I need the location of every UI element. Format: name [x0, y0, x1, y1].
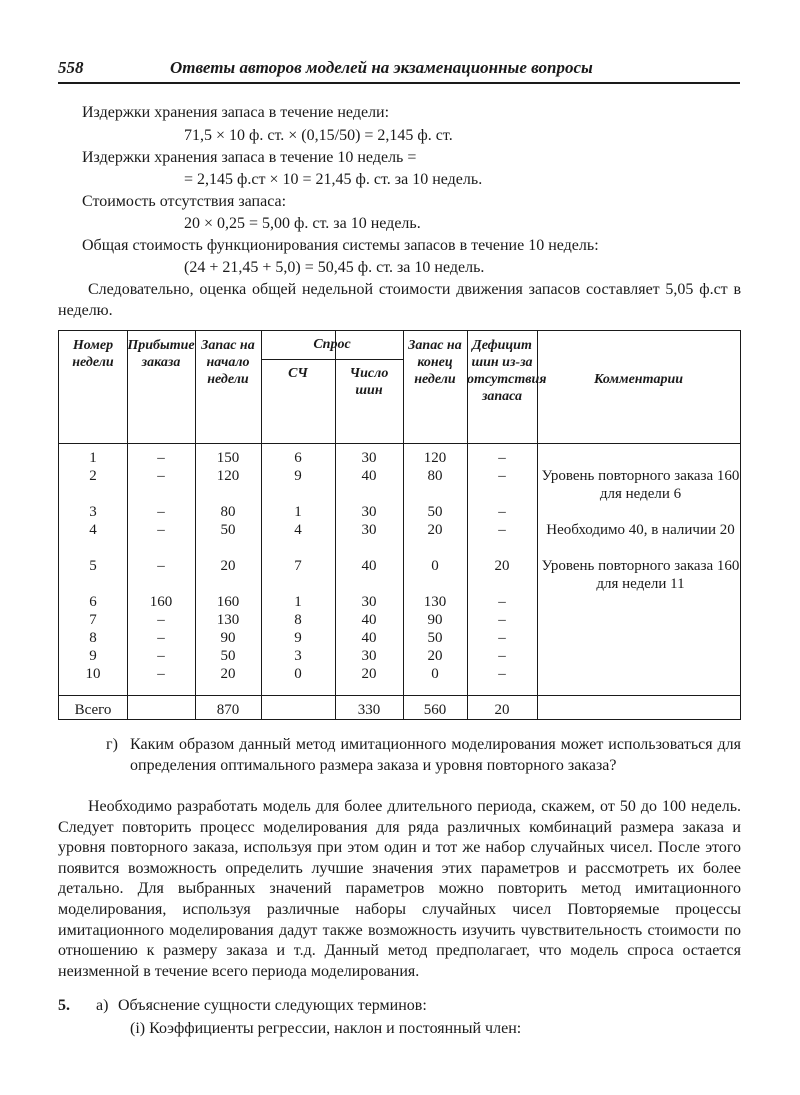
cell-rn: 4: [294, 522, 302, 538]
conclusion-paragraph: Следовательно, оценка общей недельной стоимости движения запасов составляет 5,05 ф.ст в неделю.: [58, 281, 741, 319]
cell-arrival: –: [157, 504, 165, 520]
cell-tires: 40: [361, 468, 377, 484]
cell-arrival: –: [157, 522, 165, 538]
cell-rn: 1: [294, 504, 302, 520]
cell-deficit: –: [498, 594, 506, 610]
cell-rn: 0: [294, 666, 302, 682]
cell-week: 3: [89, 504, 97, 520]
cell-deficit: 20: [494, 558, 510, 574]
comment-week-2: Уровень повторного заказа 160 для недели 6: [541, 468, 740, 502]
cell-arrival: –: [157, 612, 165, 628]
cell-arrival: 160: [149, 594, 173, 610]
cell-week: 2: [89, 468, 97, 484]
cell-tires: 30: [361, 648, 377, 664]
answer-paragraph: Необходимо разработать модель для более длительного периода, скажем, от 50 до 100 недель. Следует повторить процесс моделирования для ряда различных комбинаций размера заказа и уровня повторного заказа, используя при этом один и тот же набор случайных чисел. После этого появится возможность определить лучшие значения этих параметров и рассмотреть их более детально. Для выбранных значений параметров можно повторить метод имитационного моделирования, используя различные наборы случайных чисел Повторяемые процессы имитационного моделирования дадут также возможность изучить чувствительность стоимости по отношению к размеру заказа и т.д. Данный метод предполагает, что модель спроса остается неизменной в течение всего периода моделирования.: [58, 798, 741, 980]
cell-start: 130: [216, 612, 240, 628]
cell-tires: 40: [361, 558, 377, 574]
cell-week: 5: [89, 558, 97, 574]
cell-start: 50: [220, 522, 236, 538]
cell-rn: 7: [294, 558, 302, 574]
cell-week: 7: [89, 612, 97, 628]
cell-start: 20: [220, 666, 236, 682]
item-5-sub: (i) Коэффициенты регрессии, наклон и постоянный член:: [130, 1020, 522, 1037]
cell-arrival: –: [157, 666, 165, 682]
calc-line-5: Стоимость отсутствия запаса:: [82, 193, 287, 210]
cell-rn: 1: [294, 594, 302, 610]
header-start-stock: Запас на начало недели: [201, 338, 255, 387]
cell-start: 90: [220, 630, 236, 646]
header-deficit: Дефицит шин из-за отсутствия запаса: [467, 338, 547, 404]
cell-week: 8: [89, 630, 97, 646]
cell-start: 150: [216, 450, 240, 466]
header-demand: Спрос: [313, 337, 351, 352]
cell-end: 120: [423, 450, 447, 466]
cell-rn: 3: [294, 648, 302, 664]
cell-end: 0: [431, 558, 439, 574]
cell-start: 20: [220, 558, 236, 574]
calc-line-4: = 2,145 ф.ст × 10 = 21,45 ф. ст. за 10 недель.: [184, 171, 483, 188]
cell-rn: 6: [294, 450, 302, 466]
cell-week: 10: [85, 666, 101, 682]
item-5-label: а): [96, 997, 109, 1014]
cell-end: 20: [427, 648, 443, 664]
cell-start: 120: [216, 468, 240, 484]
page-number: 558: [58, 58, 84, 77]
total-label: Всего: [74, 702, 112, 718]
total-start: 870: [216, 702, 240, 718]
header-random-number: СЧ: [288, 366, 308, 381]
question-g-label: г): [106, 736, 118, 753]
item-5-text: Объяснение сущности следующих терминов:: [118, 997, 427, 1014]
header-comments: Комментарии: [593, 372, 684, 387]
comment-week-5: Уровень повторного заказа 160 для недели 11: [541, 558, 740, 592]
cell-arrival: –: [157, 630, 165, 646]
cell-tires: 30: [361, 594, 377, 610]
cell-arrival: –: [157, 648, 165, 664]
cell-deficit: –: [498, 666, 506, 682]
cell-end: 130: [423, 594, 447, 610]
cell-end: 50: [427, 630, 443, 646]
cell-tires: 30: [361, 504, 377, 520]
header-arrival: Прибытие заказа: [127, 338, 195, 370]
cell-tires: 40: [361, 630, 377, 646]
question-g-text: Каким образом данный метод имитационного моделирования может использоваться для определения оптимального размера заказа и уровня повторного заказа?: [130, 736, 741, 774]
item-5-number: 5.: [58, 997, 70, 1014]
cell-deficit: –: [498, 522, 506, 538]
header-tires: Число шин: [349, 366, 389, 398]
cell-deficit: –: [498, 630, 506, 646]
cell-arrival: –: [157, 468, 165, 484]
total-deficit: 20: [494, 702, 510, 718]
cell-end: 50: [427, 504, 443, 520]
header-end-stock: Запас на конец недели: [408, 338, 462, 387]
cell-week: 1: [89, 450, 97, 466]
running-title: Ответы авторов моделей на экзаменационные вопросы: [170, 58, 593, 77]
cell-start: 80: [220, 504, 236, 520]
running-header: [58, 58, 740, 84]
total-tires: 330: [357, 702, 381, 718]
cell-arrival: –: [157, 558, 165, 574]
cell-end: 80: [427, 468, 443, 484]
calc-line-2: 71,5 × 10 ф. ст. × (0,15/50) = 2,145 ф. ст.: [184, 127, 453, 144]
total-end: 560: [423, 702, 447, 718]
calc-line-3: Издержки хранения запаса в течение 10 недель =: [82, 149, 417, 166]
cell-tires: 30: [361, 450, 377, 466]
cell-rn: 9: [294, 630, 302, 646]
comment-week-4: Необходимо 40, в наличии 20: [546, 522, 735, 538]
cell-start: 50: [220, 648, 236, 664]
cell-week: 4: [89, 522, 97, 538]
cell-end: 20: [427, 522, 443, 538]
cell-start: 160: [216, 594, 240, 610]
calc-line-7: Общая стоимость функционирования системы запасов в течение 10 недель:: [82, 237, 599, 254]
cell-deficit: –: [498, 612, 506, 628]
header-week: Номер недели: [72, 338, 114, 370]
cell-week: 9: [89, 648, 97, 664]
cell-rn: 9: [294, 468, 302, 484]
cell-deficit: –: [498, 504, 506, 520]
simulation-table: [58, 330, 741, 720]
cell-rn: 8: [294, 612, 302, 628]
cell-week: 6: [89, 594, 97, 610]
cell-deficit: –: [498, 648, 506, 664]
cell-end: 90: [427, 612, 443, 628]
cell-deficit: –: [498, 468, 506, 484]
cell-end: 0: [431, 666, 439, 682]
cell-arrival: –: [157, 450, 165, 466]
cell-tires: 30: [361, 522, 377, 538]
cell-deficit: –: [498, 450, 506, 466]
calc-line-8: (24 + 21,45 + 5,0) = 50,45 ф. ст. за 10 недель.: [184, 259, 485, 276]
calc-line-6: 20 × 0,25 = 5,00 ф. ст. за 10 недель.: [184, 215, 421, 232]
calc-line-1: Издержки хранения запаса в течение недели:: [82, 104, 390, 121]
cell-tires: 20: [361, 666, 377, 682]
cell-tires: 40: [361, 612, 377, 628]
